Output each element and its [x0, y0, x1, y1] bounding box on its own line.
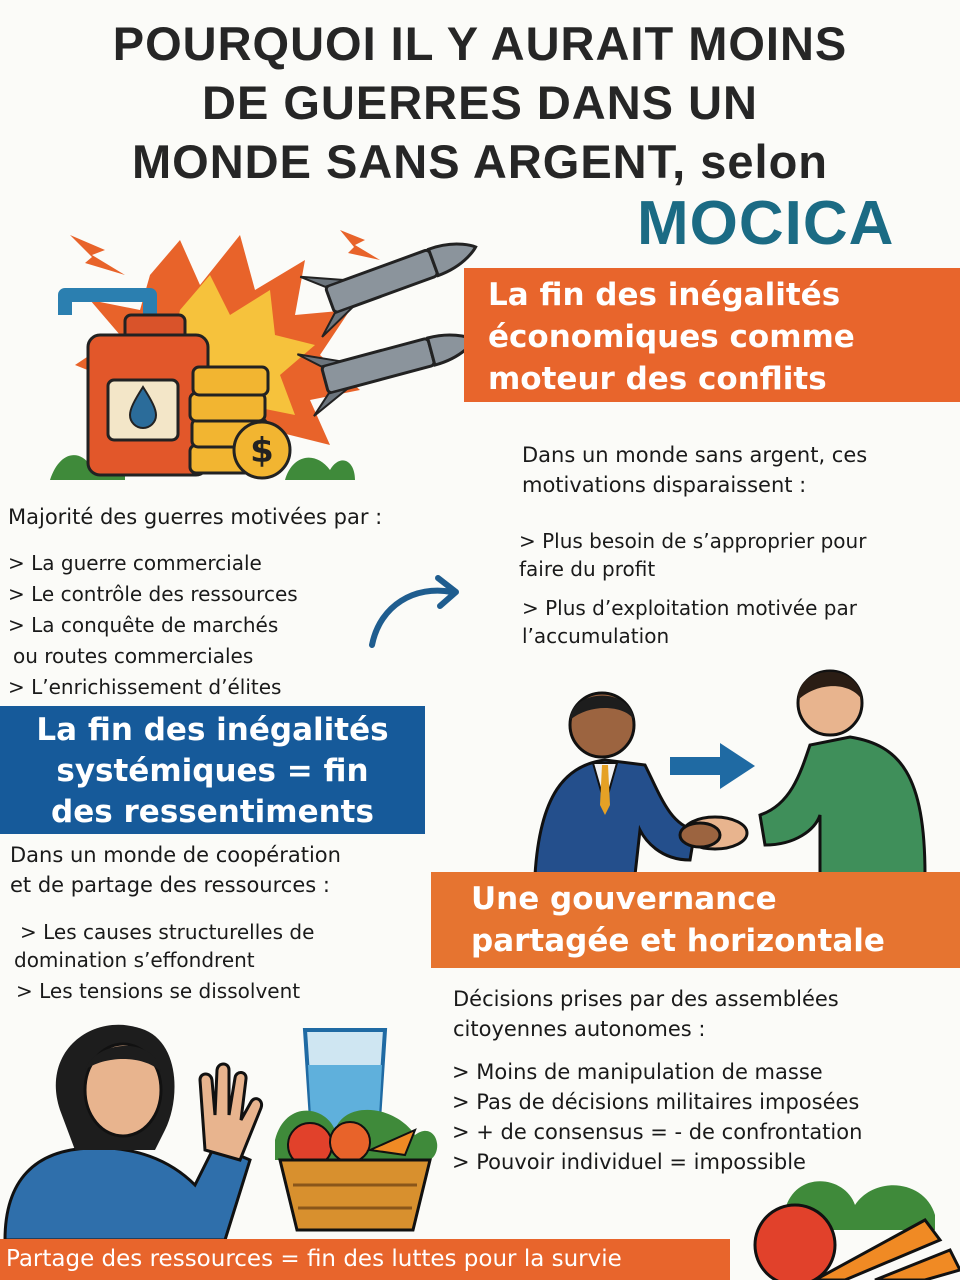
list-item-line: > Plus besoin de s’approprier pour: [519, 529, 867, 553]
title-line-2: DE GUERRES DANS UN: [202, 76, 758, 129]
spark-icon: [340, 230, 380, 260]
list-item: > + de consensus = - de confrontation: [452, 1120, 863, 1144]
heading-line: des ressentiments: [51, 794, 374, 830]
governance-list: [452, 1057, 862, 1177]
title-line-1: POURQUOI IL Y AURAIT MOINS: [112, 17, 848, 70]
list-item: > La conquête de marchés: [8, 613, 279, 637]
intro-line: Dans un monde de coopération: [10, 843, 341, 867]
vegetables-illustration: [725, 1170, 960, 1280]
list-item: [14, 918, 314, 974]
list-item-line: faire du profit: [519, 557, 656, 581]
intro-line: motivations disparaissent :: [522, 473, 807, 497]
title-selon: selon: [700, 135, 828, 188]
war-economy-illustration: [30, 215, 470, 485]
arrow-right-icon: [670, 743, 755, 789]
war-motives-list: [8, 548, 298, 703]
list-item: > Pas de décisions militaires imposées: [452, 1090, 860, 1114]
cooperation-intro: [10, 840, 341, 900]
heading-line: systémiques = fin: [56, 753, 369, 789]
heading-shared-governance: [431, 872, 960, 968]
heading-economic-inequality: [464, 268, 960, 402]
heading-line: moteur des conflits: [488, 361, 827, 397]
title-line-3: [0, 132, 960, 191]
woman-illustration: [5, 1010, 265, 1240]
footer-banner: [0, 1239, 730, 1280]
basket-icon: [280, 1160, 430, 1230]
list-item-line: l’accumulation: [522, 624, 670, 648]
assemblies-intro: [453, 984, 839, 1044]
handshake-illustration: [530, 665, 930, 875]
page-title: [0, 14, 960, 191]
heading-line: économiques comme: [488, 319, 855, 355]
brand-name: MOCICA: [637, 189, 895, 258]
intro-line: Décisions prises par des assemblées: [453, 987, 839, 1011]
heading-line: La fin des inégalités: [36, 712, 389, 748]
raised-hand-icon: [200, 1064, 262, 1160]
heading-line: Une gouvernance: [471, 881, 777, 917]
intro-line: et de partage des ressources :: [10, 873, 330, 897]
list-item: [519, 527, 866, 583]
svg-text:$: $: [250, 431, 274, 471]
list-item: > La guerre commerciale: [8, 551, 262, 575]
list-item: [522, 594, 857, 650]
list-item: > Moins de manipulation de masse: [452, 1060, 823, 1084]
list-item-line: domination s’effondrent: [14, 948, 255, 972]
list-item: > Le contrôle des ressources: [8, 582, 298, 606]
war-motives-intro: Majorité des guerres motivées par :: [8, 505, 383, 529]
list-item: > Les tensions se dissolvent: [16, 979, 301, 1003]
curved-arrow-icon: [360, 570, 470, 650]
list-item-line: > Plus d’exploitation motivée par: [522, 596, 857, 620]
footer-text: Partage des ressources = fin des luttes pour la survie: [6, 1246, 622, 1272]
spark-icon: [70, 235, 125, 275]
list-item: > L’enrichissement d’élites: [8, 675, 282, 699]
list-item-line: > Les causes structurelles de: [20, 920, 315, 944]
heading-line: La fin des inégalités: [488, 277, 841, 313]
heading-systemic-inequality: [0, 706, 425, 834]
intro-line: citoyennes autonomes :: [453, 1017, 706, 1041]
heading-line: partagée et horizontale: [471, 923, 885, 959]
title-line-3-text: MONDE SANS ARGENT,: [131, 135, 687, 188]
list-item: > Pouvoir individuel = impossible: [452, 1150, 806, 1174]
intro-line: Dans un monde sans argent, ces: [522, 443, 868, 467]
food-water-illustration: [265, 1020, 445, 1240]
list-item: ou routes commerciales: [13, 644, 254, 668]
money-free-intro: [522, 440, 867, 500]
